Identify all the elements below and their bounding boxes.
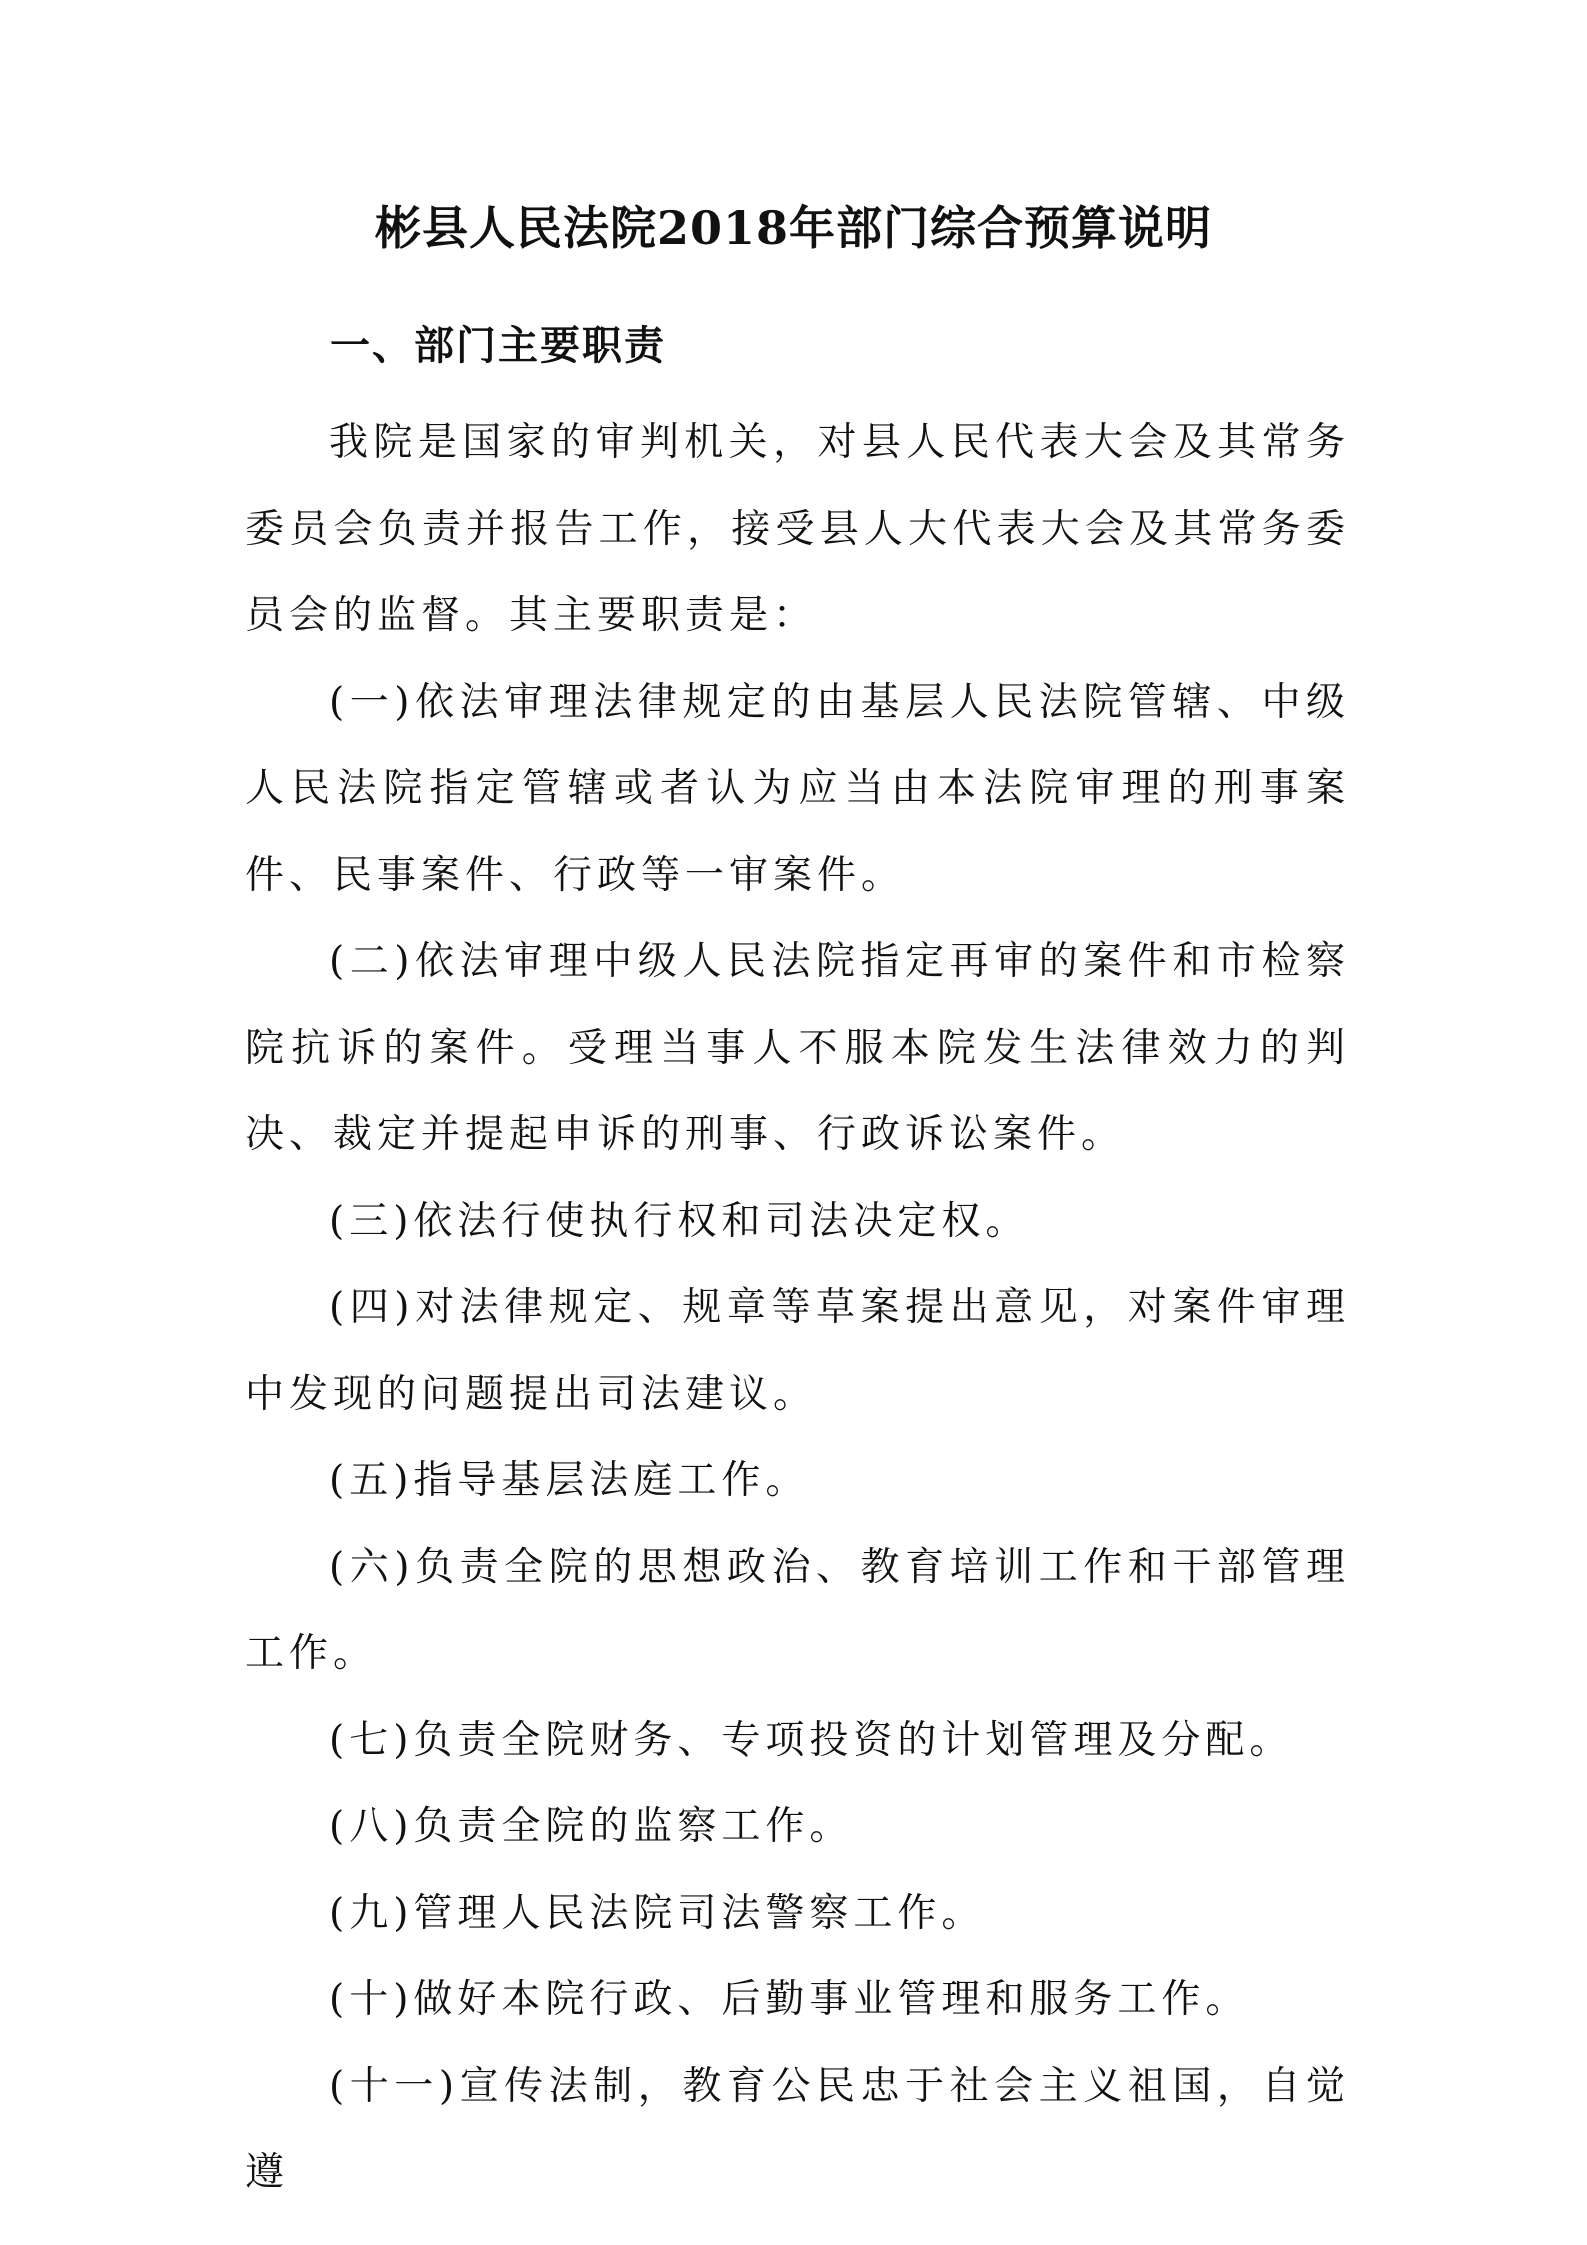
paragraph-duty-2: (二)依法审理中级人民法院指定再审的案件和市检察院抗诉的案件。受理当事人不服本院发生法律效力的判决、裁定并提起申诉的刑事、行政诉讼案件。 [245, 939, 1350, 1157]
paragraph-intro: 我院是国家的审判机关，对县人民代表大会及其常务委员会负责并报告工作，接受县人大代表大会及其常务委员会的监督。其主要职责是： [245, 420, 1350, 638]
document-body [245, 400, 1350, 2217]
paragraph-duty-1: (一)依法审理法律规定的由基层人民法院管辖、中级人民法院指定管辖或者认为应当由本法院审理的刑事案件、民事案件、行政等一审案件。 [245, 679, 1350, 898]
section-heading: 一、部门主要职责 [330, 323, 666, 369]
paragraph-duty-11: (十一)宣传法制，教育公民忠于社会主义祖国，自觉遵 [245, 2063, 1350, 2195]
paragraph-duty-10: (十)做好本院行政、后勤事业管理和服务工作。 [329, 1977, 1250, 2022]
paragraph-duty-6: (六)负责全院的思想政治、教育培训工作和干部管理工作。 [245, 1544, 1350, 1676]
paragraph-duty-8: (八)负责全院的监察工作。 [329, 1804, 854, 1849]
paragraph-duty-9: (九)管理人民法院司法警察工作。 [329, 1890, 986, 1936]
paragraph-duty-7: (七)负责全院财务、专项投资的计划管理及分配。 [329, 1717, 1294, 1763]
paragraph-duty-3: (三)依法行使执行权和司法决定权。 [329, 1198, 1030, 1244]
paragraph-duty-4: (四)对法律规定、规章等草案提出意见，对案件审理中发现的问题提出司法建议。 [245, 1285, 1350, 1417]
document-title: 彬县人民法院2018年部门综合预算说明 [374, 201, 1213, 255]
paragraph-duty-5: (五)指导基层法庭工作。 [329, 1458, 810, 1503]
